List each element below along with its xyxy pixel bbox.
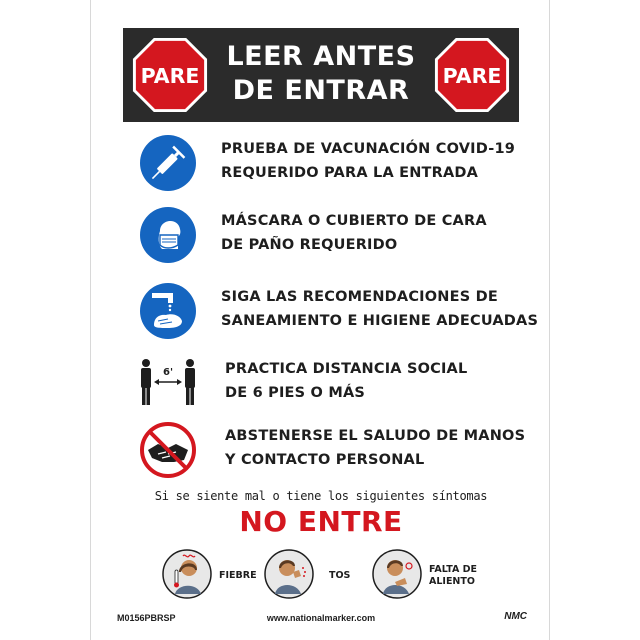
stop-sign-label: PARE xyxy=(442,63,502,88)
rule-line-2: SANEAMIENTO E HIGIENE ADECUADAS xyxy=(221,313,539,329)
distance-label: 6' xyxy=(162,367,174,378)
rule-text xyxy=(225,424,525,472)
rule-text xyxy=(225,357,467,405)
fever-icon xyxy=(161,548,213,600)
no-handshake-icon xyxy=(138,420,198,480)
rule-line-1: MÁSCARA O CUBIERTO DE CARA xyxy=(221,213,487,229)
symptom-label-line-1: FALTA DE xyxy=(429,564,478,575)
rule-text xyxy=(221,209,487,257)
short-breath-icon xyxy=(371,548,423,600)
rule-line-1: SIGA LAS RECOMENDACIONES DE xyxy=(221,289,498,305)
rule-line-1: ABSTENERSE EL SALUDO DE MANOS xyxy=(225,428,526,444)
rule-line-2: DE 6 PIES O MÁS xyxy=(225,385,366,401)
brand-logo xyxy=(504,611,527,622)
stop-sign-label: PARE xyxy=(140,63,200,88)
symptom-label-line-2: ALIENTO xyxy=(429,576,475,587)
rule-no-handshake xyxy=(91,420,551,480)
rule-line-2: Y CONTACTO PERSONAL xyxy=(225,452,425,468)
rule-social-distance xyxy=(91,353,551,413)
rule-text xyxy=(221,137,515,185)
rule-line-1: PRUEBA DE VACUNACIÓN COVID-19 xyxy=(221,141,516,157)
website-link: www.nationalmarker.com xyxy=(266,613,376,623)
title-line-2: DE ENTRAR xyxy=(232,75,410,106)
hand-washing-icon xyxy=(138,281,198,341)
title-line-1: LEER ANTES xyxy=(226,41,416,72)
symptom-label: FIEBRE xyxy=(219,570,257,581)
symptom-label: TOS xyxy=(329,570,351,581)
social-distance-icon xyxy=(133,353,203,413)
brand-text: NMC xyxy=(504,611,527,622)
rule-vaccination xyxy=(91,133,551,193)
warning-headline: NO ENTRE xyxy=(239,505,403,538)
stop-sign-icon xyxy=(131,36,209,114)
warning-subtitle: Si se siente mal o tiene los siguientes síntomas xyxy=(154,489,488,503)
face-mask-icon xyxy=(138,205,198,265)
rule-sanitation xyxy=(91,281,551,341)
product-code: M0156PBRSP xyxy=(117,613,176,623)
stop-sign-icon xyxy=(433,36,511,114)
rule-line-1: PRACTICA DISTANCIA SOCIAL xyxy=(225,361,468,377)
syringe-icon xyxy=(138,133,198,193)
safety-sign xyxy=(90,0,550,640)
rule-text xyxy=(221,285,538,333)
page-title xyxy=(215,40,427,108)
rule-line-2: DE PAÑO REQUERIDO xyxy=(221,237,398,253)
cough-icon xyxy=(263,548,315,600)
rule-mask xyxy=(91,205,551,265)
rule-line-2: REQUERIDO PARA LA ENTRADA xyxy=(221,165,479,181)
symptom-label xyxy=(429,564,477,588)
sign-header xyxy=(123,28,519,122)
